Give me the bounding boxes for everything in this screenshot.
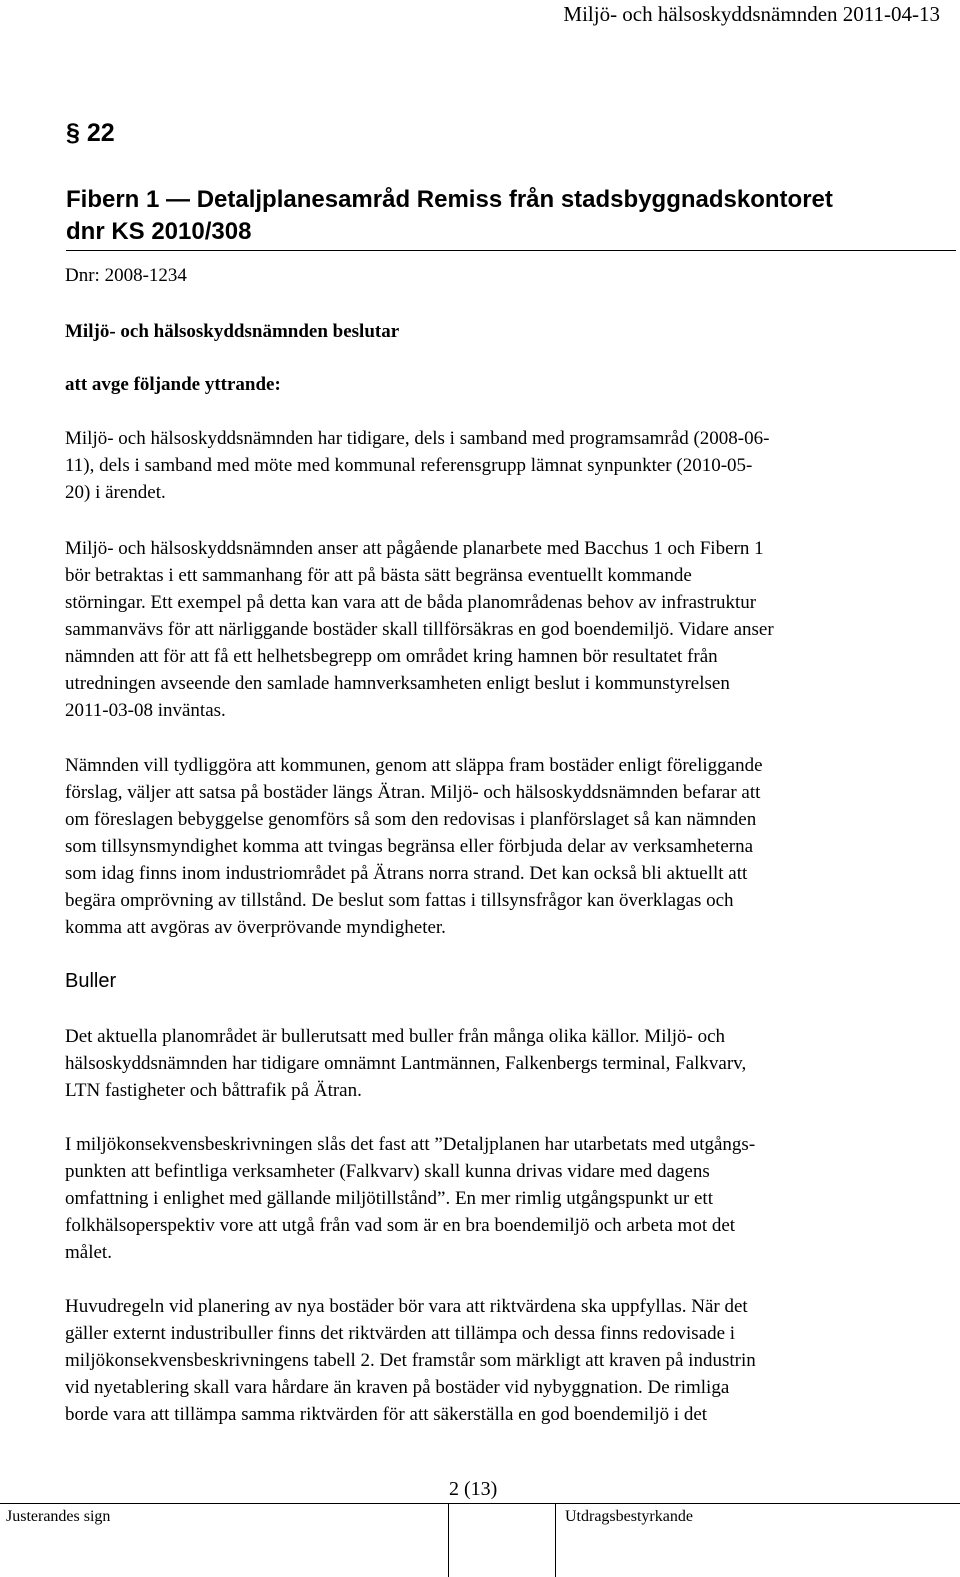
dnr-line: Dnr: 2008-1234	[65, 265, 187, 286]
footer-divider	[448, 1503, 449, 1577]
footer-rule	[0, 1503, 960, 1504]
paragraph-line: punkten att befintliga verksamheter (Falkvarv) skall kunna drivas vidare med dagens	[65, 1161, 710, 1182]
paragraph-line: I miljökonsekvensbeskrivningen slås det fast att ”Detaljplanen har utarbetats med utgångs-	[65, 1134, 756, 1155]
paragraph-line: utredningen avseende den samlade hamnverksamheten enligt beslut i kommunstyrelsen	[65, 673, 730, 694]
paragraph-line: folkhälsoperspektiv vore att utgå från vad som är en bra boendemiljö och arbeta mot det	[65, 1215, 736, 1236]
paragraph-line: komma att avgöras av överprövande myndigheter.	[65, 917, 446, 938]
paragraph-line: Nämnden vill tydliggöra att kommunen, genom att släppa fram bostäder enligt föreliggande	[65, 755, 763, 776]
decision-lead: att avge följande yttrande:	[65, 374, 281, 395]
paragraph-line: 2011-03-08 inväntas.	[65, 700, 226, 721]
paragraph-line: som tillsynsmyndighet komma att tvingas begränsa eller förbjuda delar av verksamheterna	[65, 836, 754, 857]
paragraph-housing-consequences	[65, 752, 763, 941]
paragraph-impact-assessment	[65, 1131, 755, 1266]
footer-divider	[555, 1503, 556, 1577]
paragraph-line: Huvudregeln vid planering av nya bostäder bör vara att riktvärdena ska uppfyllas. När det	[65, 1296, 748, 1317]
paragraph-line: Det aktuella planområdet är bullerutsatt med buller från många olika källor. Miljö- och	[65, 1026, 726, 1047]
paragraph-line: LTN fastigheter och båttrafik på Ätran.	[65, 1080, 362, 1101]
paragraph-planning-context	[65, 535, 774, 724]
paragraph-line: Miljö- och hälsoskyddsnämnden anser att pågående planarbete med Bacchus 1 och Fibern 1	[65, 538, 764, 559]
decision-heading: Miljö- och hälsoskyddsnämnden beslutar	[65, 321, 400, 342]
footer-signature-label: Justerandes sign	[6, 1508, 111, 1525]
paragraph-line: miljökonsekvensbeskrivningens tabell 2. Det framstår som märkligt att kraven på industrin	[65, 1350, 756, 1371]
paragraph-line: Miljö- och hälsoskyddsnämnden har tidigare, dels i samband med programsamråd (2008-06-	[65, 428, 770, 449]
paragraph-line: förslag, väljer att satsa på bostäder längs Ätran. Miljö- och hälsoskyddsnämnden befarar att	[65, 782, 761, 803]
paragraph-line: gäller externt industribuller finns det riktvärden att tillämpa och dessa finns redovisade i	[65, 1323, 736, 1344]
paragraph-guideline-values	[65, 1293, 756, 1428]
paragraph-line: som idag finns inom industriområdet på Ätrans norra strand. Det kan också bli aktuellt att	[65, 863, 748, 884]
paragraph-line: bör betraktas i ett sammanhang för att på bästa sätt begränsa eventuellt kommande	[65, 565, 692, 586]
item-title	[66, 184, 956, 251]
buller-heading: Buller	[65, 970, 117, 992]
paragraph-line: 20) i ärendet.	[65, 482, 166, 503]
paragraph-line: hälsoskyddsnämnden har tidigare omnämnt Lantmännen, Falkenbergs terminal, Falkvarv,	[65, 1053, 747, 1074]
paragraph-line: omfattning i enlighet med gällande miljötillstånd”. En mer rimlig utgångspunkt ur ett	[65, 1188, 713, 1209]
page-number: 2 (13)	[449, 1478, 498, 1500]
footer-certification-label: Utdragsbestyrkande	[565, 1508, 693, 1525]
paragraph-line: begära omprövning av tillstånd. De beslut som fattas i tillsynsfrågor kan överklagas och	[65, 890, 734, 911]
item-title-line: Fibern 1 — Detaljplanesamråd Remiss från stadsbyggnadskontoret	[66, 186, 833, 213]
paragraph-previous-comments	[65, 425, 769, 506]
paragraph-line: sammanvävs för att närliggande bostäder skall tillförsäkras en god boendemiljö. Vidare anser	[65, 619, 774, 640]
paragraph-line: borde vara att tillämpa samma riktvärden för att säkerställa en god boendemiljö i det	[65, 1404, 708, 1425]
running-header: Miljö- och hälsoskyddsnämnden 2011-04-13	[563, 2, 940, 26]
paragraph-line: målet.	[65, 1242, 112, 1263]
section-number: § 22	[66, 119, 115, 147]
paragraph-line: vid nyetablering skall vara hårdare än kraven på bostäder vid nybyggnation. De rimliga	[65, 1377, 730, 1398]
paragraph-noise-sources	[65, 1023, 746, 1104]
paragraph-line: om föreslagen bebyggelse genomförs så som den redovisas i planförslaget så kan nämnden	[65, 809, 757, 830]
paragraph-line: 11), dels i samband med möte med kommunal referensgrupp lämnat synpunkter (2010-05-	[65, 455, 753, 476]
item-title-line: dnr KS 2010/308	[66, 218, 252, 245]
paragraph-line: störningar. Ett exempel på detta kan vara att de båda planområdenas behov av infrastruktur	[65, 592, 757, 613]
paragraph-line: nämnden att för att få ett helhetsbegrepp om området kring hamnen bör resultatet från	[65, 646, 718, 667]
